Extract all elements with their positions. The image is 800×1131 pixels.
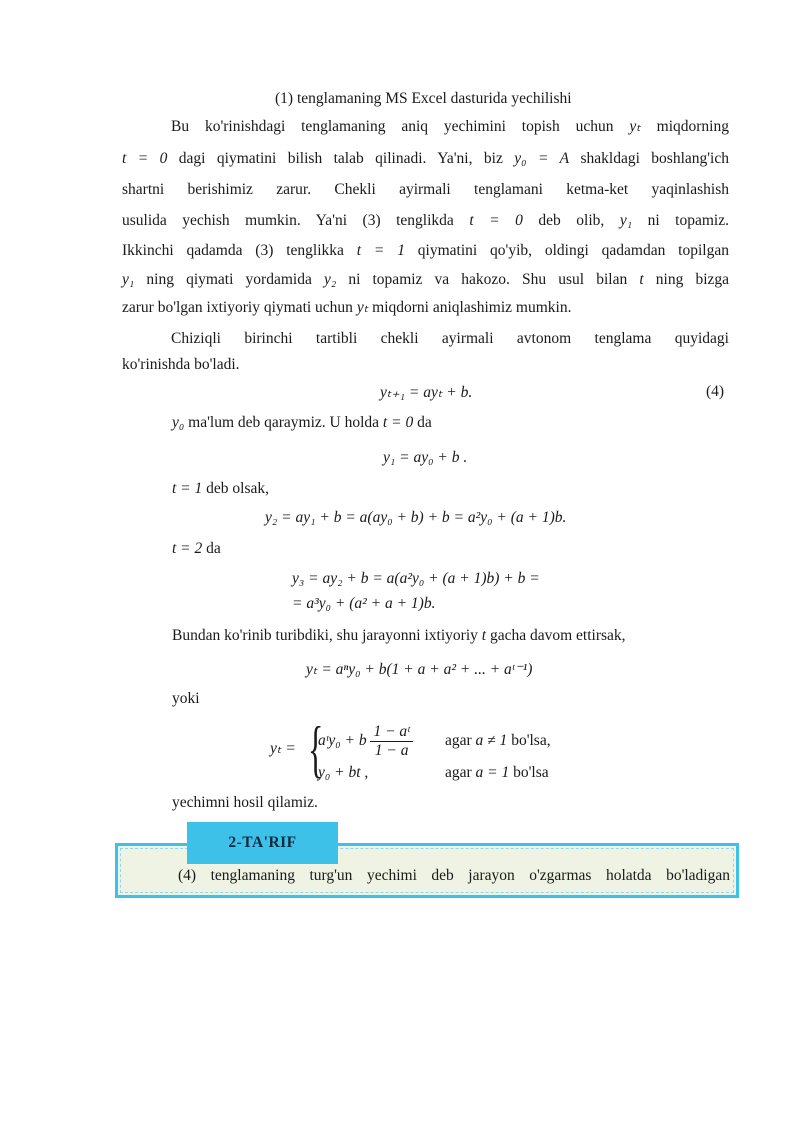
math-inline: t = 1 bbox=[356, 242, 405, 259]
text-t-equals-1 bbox=[172, 479, 269, 499]
math-inline: y₁ bbox=[619, 212, 633, 229]
text-run: miqdorni aniqlashimiz mumkin. bbox=[368, 299, 572, 316]
math-inline: t = 2 bbox=[172, 540, 203, 557]
text-run: zarur bo'lgan ixtiyoriy qiymati uchun bbox=[122, 299, 357, 316]
text-conclusion: yechimni hosil qilamiz. bbox=[172, 794, 318, 811]
equation-y3-line2: = a³y₀ + (a² + a + 1)b. bbox=[292, 595, 436, 612]
page-heading: (1) tenglamaning MS Excel dasturida yechilishi bbox=[275, 90, 572, 107]
p2-line bbox=[122, 329, 729, 349]
text-run: usulida yechish mumkin. Ya'ni (3) tenglikda bbox=[122, 212, 470, 229]
text-run: miqdorning bbox=[640, 118, 729, 135]
math-inline: t = 0 bbox=[469, 212, 523, 229]
text-run: ning bizga bbox=[643, 271, 730, 288]
case1-fraction: $\frac{\text{1 − aᵗ}}{1 - a}$ bbox=[370, 723, 412, 760]
math-inline: t = 0 bbox=[122, 150, 168, 167]
text-run: ko'rinishda bo'ladi. bbox=[122, 356, 240, 373]
p2-line bbox=[122, 355, 729, 375]
text-run: deb olib, bbox=[522, 212, 620, 229]
text-run: dagi qiymatini bilish talab qilinadi. Ya'ni, biz bbox=[167, 150, 515, 167]
math-inline: t bbox=[481, 627, 487, 644]
text-run: qiymatini qo'yib, oldingi qadamdan topilgan bbox=[404, 242, 729, 259]
math-inline: t = 1 bbox=[172, 480, 203, 497]
equation-y1: y₁ = ay₀ + b . bbox=[383, 449, 468, 466]
math-inline: y₁ bbox=[122, 271, 135, 288]
text-run: da bbox=[202, 540, 221, 557]
text-run: ni topamiz va hakozo. Shu usul bilan bbox=[336, 271, 640, 288]
text-run: gacha davom ettirsak, bbox=[486, 627, 626, 644]
text-run: Ikkinchi qadamda (3) tenglikka bbox=[122, 242, 357, 259]
text-run: da bbox=[413, 414, 432, 431]
equation-4: yₜ₊₁ = ayₜ + b. bbox=[380, 384, 473, 401]
text-run: ning qiymati yordamida bbox=[134, 271, 324, 288]
definition-text: (4) tenglamaning turg'un yechimi deb jarayon o'zgarmas holatda bo'ladigan bbox=[178, 867, 730, 884]
equation-yt: yₜ = aⁿy₀ + b(1 + a + a² + ... + aᵗ⁻¹) bbox=[306, 661, 533, 678]
piecewise-solution bbox=[270, 714, 590, 784]
math-inline: t bbox=[639, 271, 644, 288]
math-inline: yₜ bbox=[629, 118, 641, 135]
p1-line bbox=[122, 180, 729, 200]
equation-y3-line1: y₃ = ay₂ + b = a(a²y₀ + (a + 1)b) + b = bbox=[292, 570, 540, 587]
brace-symbol: { bbox=[308, 713, 324, 784]
p1-line bbox=[122, 211, 729, 231]
text-yoki: yoki bbox=[172, 690, 200, 707]
case2-condition: agar a = 1 bo'lsa bbox=[445, 764, 549, 781]
text-run: Chiziqli birinchi tartibli chekli ayirmali avtonom tenglama quyidagi bbox=[171, 330, 729, 347]
case1-expression: aᵗy₀ + b $\frac{\text{1 − aᵗ}}{1 - a}$ bbox=[318, 723, 413, 760]
p1-line bbox=[122, 117, 729, 137]
text-run: ni topamiz. bbox=[632, 212, 729, 229]
text-run: ma'lum deb qaraymiz. U holda bbox=[184, 414, 383, 431]
case2-expression: y₀ + bt , bbox=[318, 764, 369, 781]
text-run: Bu ko'rinishdagi tenglamaning aniq yechimini topish uchun bbox=[171, 118, 630, 135]
text-run: shakldagi boshlang'ich bbox=[569, 150, 729, 167]
text-run: Bundan ko'rinib turibdiki, shu jarayonni ixtiyoriy bbox=[172, 627, 482, 644]
p1-line bbox=[122, 270, 729, 290]
piecewise-lhs: yₜ = bbox=[270, 740, 296, 757]
math-inline: yₜ bbox=[356, 299, 369, 316]
case1-condition: agar a ≠ 1 bo'lsa, bbox=[445, 732, 551, 749]
text-bundan bbox=[172, 626, 626, 646]
equation-y2: y₂ = ay₁ + b = a(ay₀ + b) + b = a²y₀ + (a + 1)b. bbox=[265, 509, 567, 526]
math-inline: y₀ bbox=[172, 414, 185, 431]
definition-tab-label: 2-TA'RIF bbox=[187, 822, 338, 864]
p1-line bbox=[122, 298, 729, 318]
p1-line bbox=[122, 241, 729, 261]
text-run: deb olsak, bbox=[202, 480, 270, 497]
math-inline: y₂ bbox=[323, 271, 337, 288]
equation-4-number: (4) bbox=[706, 383, 725, 400]
p1-line bbox=[122, 149, 729, 169]
text-t-equals-2 bbox=[172, 539, 221, 559]
math-inline: t = 0 bbox=[382, 414, 414, 431]
text-y0-known bbox=[172, 413, 432, 433]
text-run: shartni berishimiz zarur. Chekli ayirmali tenglamani ketma-ket yaqinlashish bbox=[122, 181, 729, 198]
math-inline: y₀ = A bbox=[514, 150, 570, 167]
